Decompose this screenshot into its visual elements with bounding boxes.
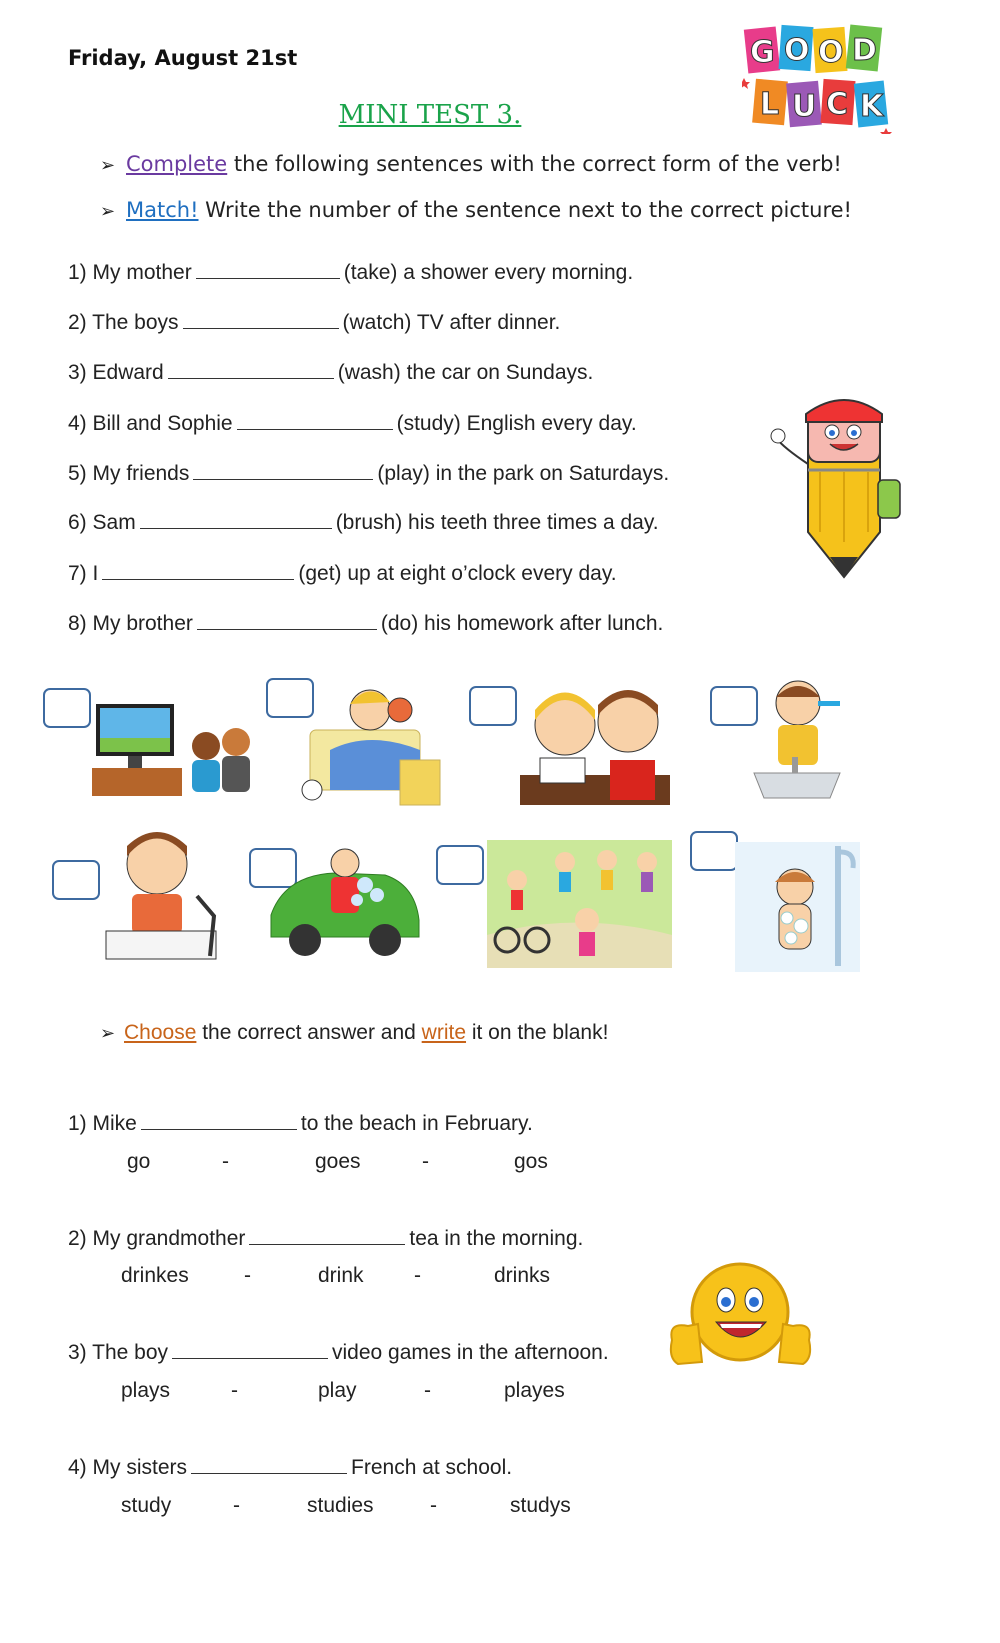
arrow-icon: ➢ — [100, 155, 116, 176]
taking-shower-image — [735, 842, 860, 977]
instruction-text: the following sentences with the correct form of the verb! — [227, 152, 842, 176]
sentence-end: (brush) his teeth three times a day. — [335, 511, 659, 534]
sentence-start: 8) My brother — [68, 612, 193, 635]
badge-letter: O — [784, 33, 810, 68]
sentence-2 — [68, 310, 560, 335]
instruction-text: it on the blank! — [466, 1021, 609, 1044]
answer-box[interactable] — [436, 845, 484, 885]
option-a[interactable]: study — [121, 1494, 172, 1517]
badge-letter: D — [852, 33, 877, 68]
answer-blank[interactable] — [197, 611, 377, 630]
answer-blank[interactable] — [183, 310, 339, 329]
option-c[interactable]: drinks — [494, 1264, 551, 1287]
option-a[interactable]: go — [127, 1150, 151, 1173]
badge-letter: K — [860, 89, 884, 124]
badge-letter: G — [750, 35, 775, 70]
badge-letter: U — [792, 89, 817, 124]
instruction-complete — [100, 152, 842, 176]
choose-link[interactable]: Choose — [124, 1021, 197, 1044]
pencil-character-image — [770, 392, 910, 587]
instruction-match — [100, 198, 852, 222]
answer-blank[interactable] — [249, 1226, 405, 1245]
answer-blank[interactable] — [193, 461, 373, 480]
answer-blank[interactable] — [168, 360, 334, 379]
answer-blank[interactable] — [140, 510, 332, 529]
answer-box[interactable] — [43, 688, 91, 728]
complete-link[interactable]: Complete — [126, 152, 228, 176]
studying-together-image — [520, 680, 670, 810]
date: Friday, August 21st — [68, 46, 298, 70]
badge-letter: C — [826, 87, 849, 122]
sentence-start: 4) My sisters — [68, 1456, 188, 1479]
arrow-icon: ➢ — [100, 1023, 116, 1043]
choice-sentence-1 — [68, 1111, 533, 1136]
separator: - — [222, 1150, 229, 1173]
choice-sentence-3 — [68, 1340, 609, 1365]
playing-in-park-image — [487, 840, 672, 973]
sentence-5 — [68, 461, 669, 486]
badge-letter: O — [818, 35, 844, 70]
badge-letter: L — [760, 87, 780, 122]
answer-box[interactable] — [469, 686, 517, 726]
sentence-3 — [68, 360, 593, 385]
good-luck-badge — [742, 24, 892, 139]
separator: - — [231, 1379, 238, 1402]
brushing-teeth-image — [750, 673, 845, 808]
sentence-end: video games in the afternoon. — [332, 1341, 609, 1364]
answer-blank[interactable] — [196, 260, 340, 279]
sentence-start: 6) Sam — [68, 511, 136, 534]
sentence-end: tea in the morning. — [409, 1227, 584, 1250]
match-link[interactable]: Match! — [126, 198, 199, 222]
separator: - — [430, 1494, 437, 1517]
answer-blank[interactable] — [141, 1111, 297, 1130]
answer-box[interactable] — [52, 860, 100, 900]
answer-blank[interactable] — [172, 1340, 328, 1359]
arrow-icon: ➢ — [100, 201, 116, 222]
option-b[interactable]: play — [318, 1379, 357, 1402]
sentence-start: 4) Bill and Sophie — [68, 412, 233, 435]
watching-tv-image — [88, 700, 263, 805]
option-b[interactable]: goes — [315, 1150, 361, 1173]
option-b[interactable]: studies — [307, 1494, 374, 1517]
sentence-end: (play) in the park on Saturdays. — [377, 462, 670, 485]
separator: - — [244, 1264, 251, 1287]
sentence-start: 5) My friends — [68, 462, 190, 485]
answer-box[interactable] — [690, 831, 738, 871]
sentence-end: to the beach in February. — [300, 1112, 533, 1135]
separator: - — [422, 1150, 429, 1173]
smiley-thumbs-up-image — [668, 1262, 813, 1387]
separator: - — [233, 1494, 240, 1517]
sentence-start: 2) My grandmother — [68, 1227, 246, 1250]
separator: - — [424, 1379, 431, 1402]
sentence-7 — [68, 561, 617, 586]
option-b[interactable]: drink — [318, 1264, 364, 1287]
sentence-end: French at school. — [351, 1456, 513, 1479]
sentence-start: 1) My mother — [68, 261, 192, 284]
sentence-start: 2) The boys — [68, 311, 179, 334]
sentence-end: (wash) the car on Sundays. — [337, 361, 594, 384]
option-c[interactable]: studys — [510, 1494, 571, 1517]
sentence-end: (get) up at eight o’clock every day. — [298, 562, 617, 585]
page-title: MINI TEST 3. — [338, 100, 522, 130]
option-c[interactable]: playes — [504, 1379, 565, 1402]
sentence-4 — [68, 411, 637, 436]
sentence-start: 3) The boy — [68, 1341, 169, 1364]
instruction-text: the correct answer and — [196, 1021, 422, 1044]
separator: - — [414, 1264, 421, 1287]
sentence-end: (watch) TV after dinner. — [342, 311, 561, 334]
doing-homework-image — [102, 826, 222, 966]
option-a[interactable]: drinkes — [121, 1264, 189, 1287]
instruction-text: Write the number of the sentence next to the correct picture! — [198, 198, 852, 222]
sentence-start: 7) I — [68, 562, 99, 585]
waking-up-image — [300, 680, 450, 815]
sentence-end: (do) his homework after lunch. — [380, 612, 664, 635]
choice-sentence-4 — [68, 1455, 512, 1480]
answer-blank[interactable] — [191, 1455, 347, 1474]
sentence-8 — [68, 611, 663, 636]
sentence-1 — [68, 260, 633, 285]
instruction-choose — [100, 1021, 608, 1045]
option-a[interactable]: plays — [121, 1379, 171, 1402]
write-link[interactable]: write — [421, 1021, 467, 1044]
option-c[interactable]: gos — [514, 1150, 548, 1173]
sentence-start: 1) Mike — [68, 1112, 137, 1135]
answer-blank[interactable] — [237, 411, 393, 430]
choice-sentence-2 — [68, 1226, 583, 1251]
sentence-end: (study) English every day. — [396, 412, 637, 435]
washing-car-image — [265, 845, 425, 965]
sentence-start: 3) Edward — [68, 361, 164, 384]
answer-blank[interactable] — [102, 561, 294, 580]
sentence-6 — [68, 510, 659, 535]
sentence-end: (take) a shower every morning. — [343, 261, 634, 284]
